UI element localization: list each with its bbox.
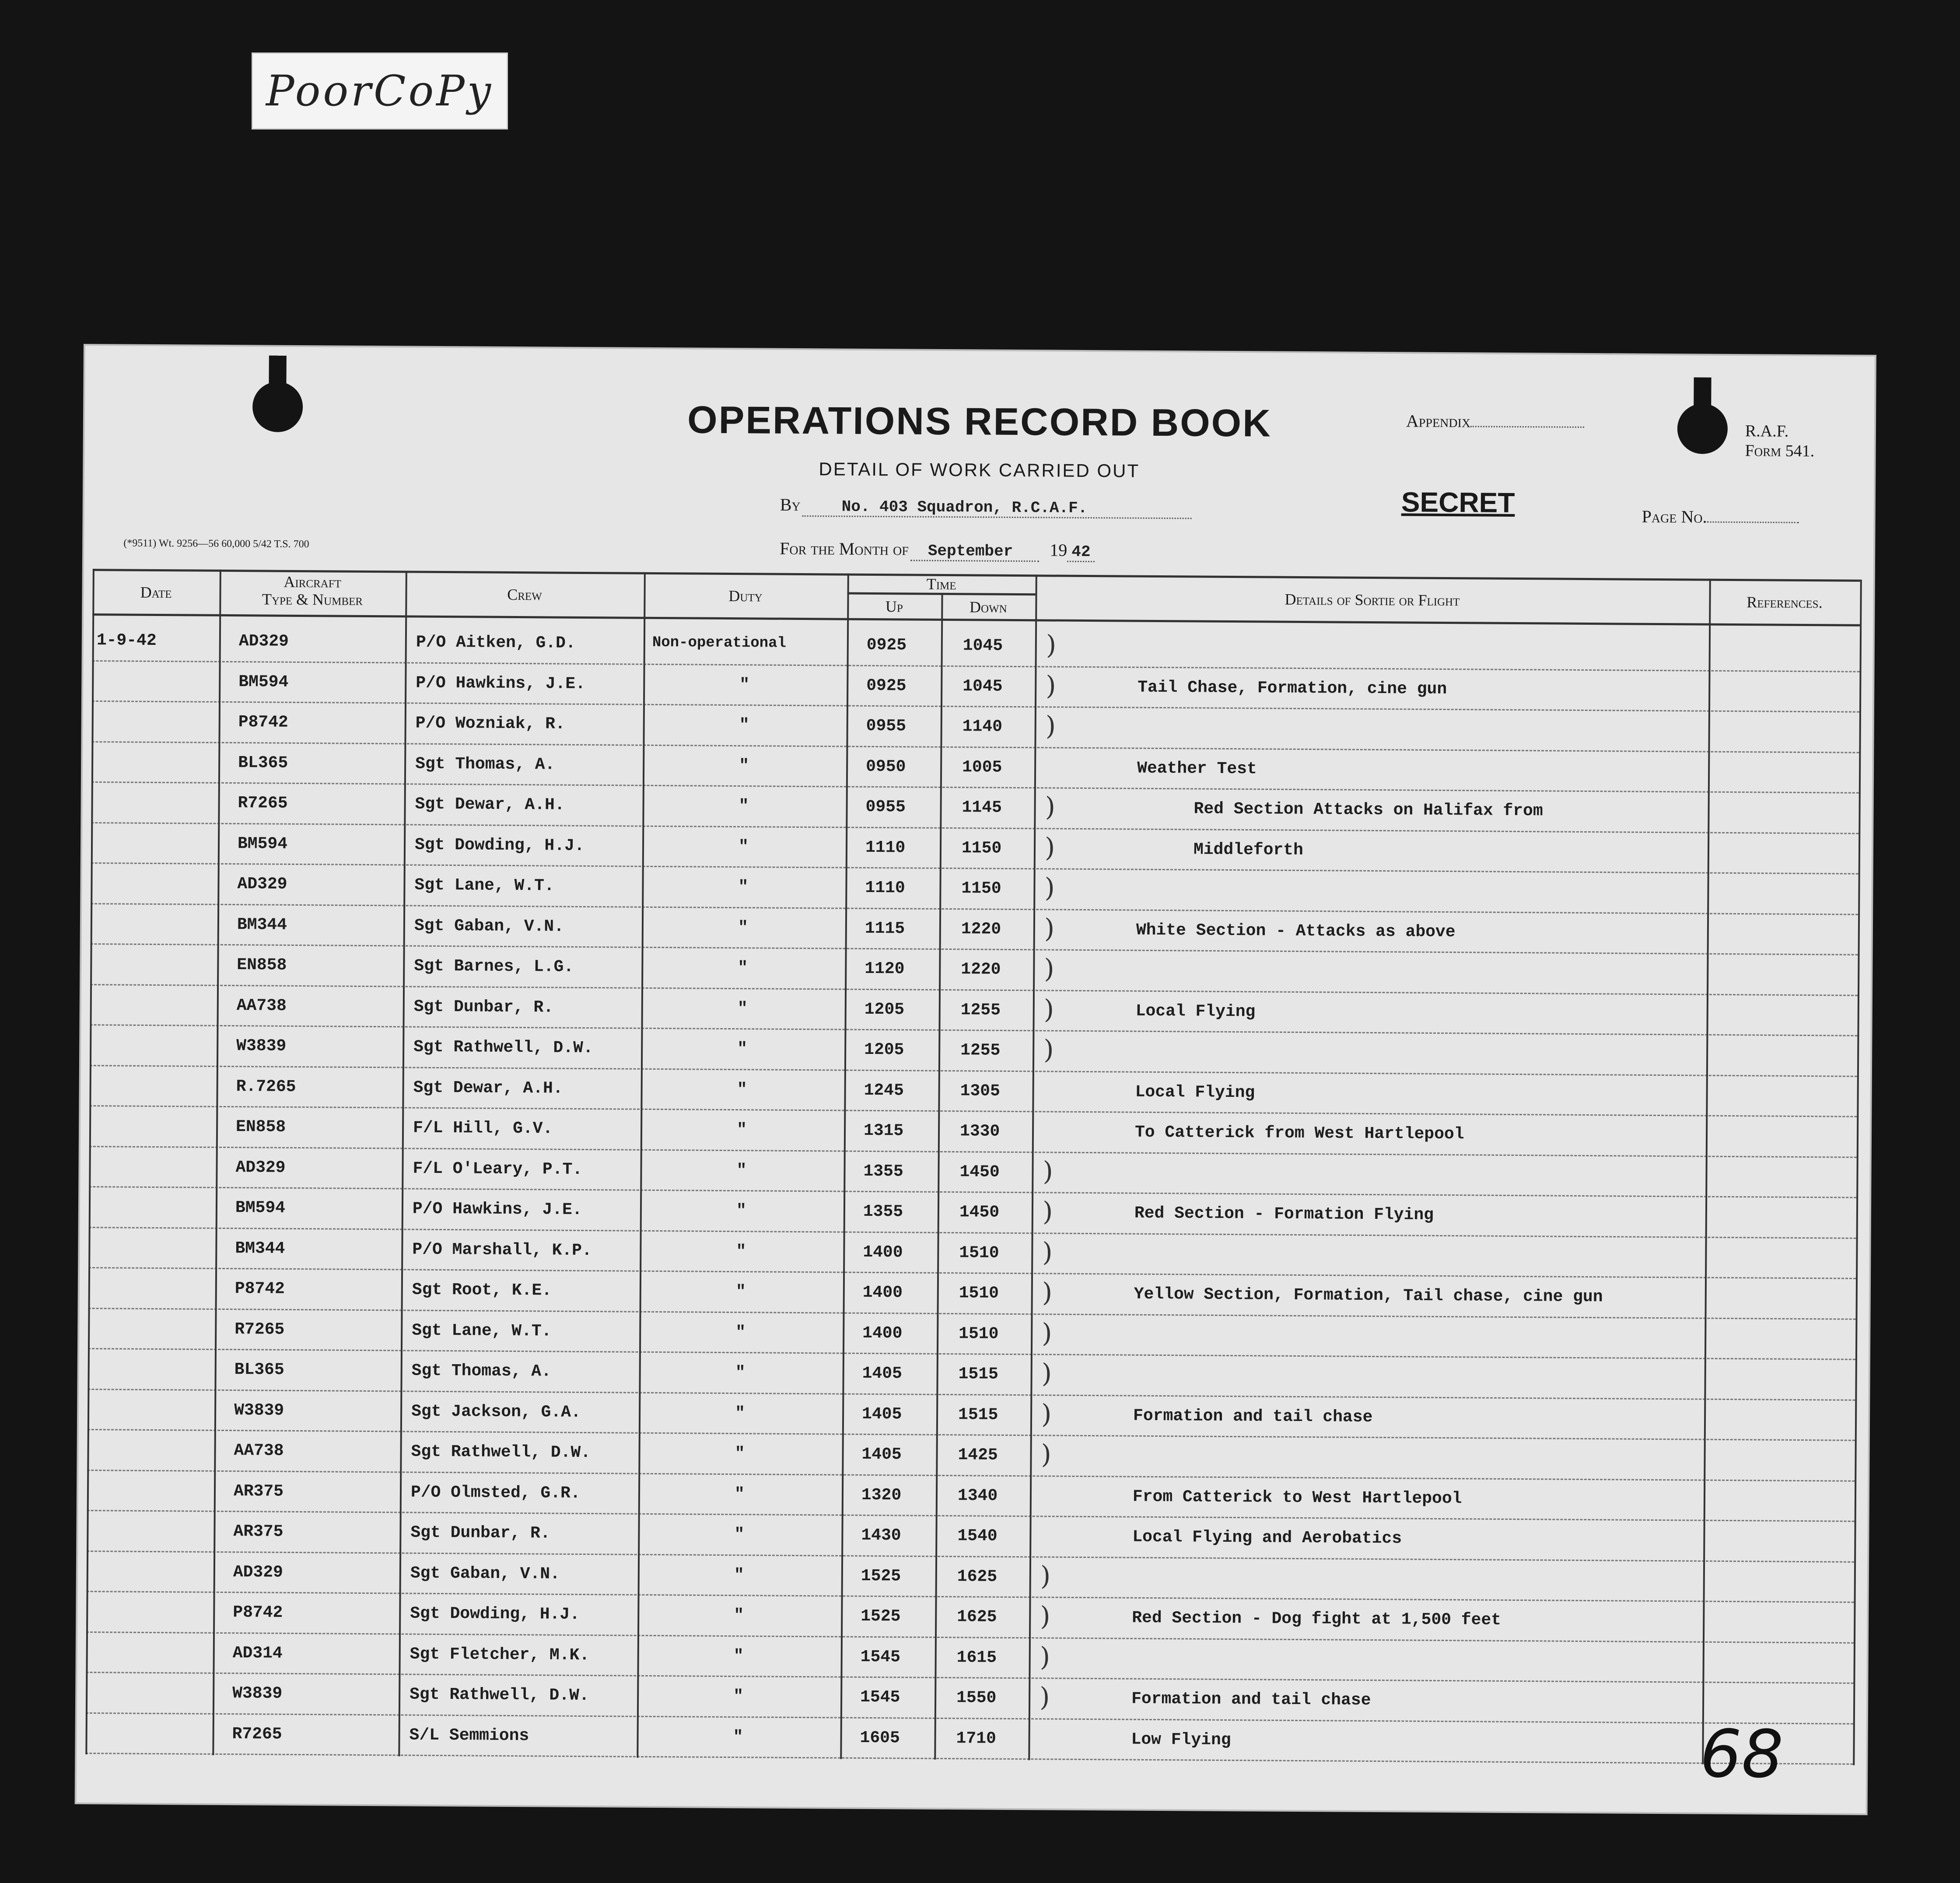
cell-down: 1450 [959, 1162, 1000, 1182]
cell-duty: " [736, 1242, 746, 1261]
cell-aircraft: W3839 [234, 1400, 284, 1420]
raf-label: R.A.F. [1745, 422, 1789, 441]
col-header-down: Down [969, 598, 1007, 616]
cell-crew: Sgt Gaban, V.N. [410, 1564, 560, 1584]
by-field [780, 494, 1192, 519]
bracket-mark: ) [1043, 1034, 1054, 1065]
cell-down: 1150 [961, 879, 1001, 898]
cell-down: 1045 [962, 636, 1003, 655]
cell-up: 0925 [866, 635, 907, 655]
cell-up: 1315 [863, 1121, 904, 1141]
cell-up: 0950 [866, 757, 906, 776]
cell-up: 1405 [861, 1445, 902, 1464]
cell-aircraft: BM344 [237, 915, 287, 934]
cell-crew: Sgt Root, K.E. [412, 1280, 552, 1300]
form-number: Form 541. [1745, 441, 1815, 461]
handwritten-page-number: 68 [1699, 1716, 1784, 1793]
col-header-time: Time [926, 575, 956, 593]
cell-up: 1115 [864, 919, 905, 938]
printer-code: (*9511) Wt. 9256—56 60,000 5/42 T.S. 700 [123, 537, 309, 550]
bracket-mark: ) [1044, 872, 1055, 903]
cell-aircraft: W3839 [232, 1684, 283, 1703]
cell-aircraft: BM594 [238, 672, 289, 692]
cell-aircraft: AD329 [235, 1158, 286, 1177]
cell-up: 1545 [860, 1647, 901, 1666]
cell-details: To Catterick from West Hartlepool [1134, 1123, 1464, 1144]
cell-date: 1-9-42 [96, 631, 157, 651]
cell-down: 1515 [958, 1405, 998, 1424]
cell-crew: P/O Hawkins, J.E. [416, 673, 586, 693]
cell-duty: " [735, 1404, 746, 1423]
bracket-mark: ) [1039, 1682, 1050, 1713]
month-value: September [910, 542, 1040, 562]
cell-crew: Sgt Dunbar, R. [413, 997, 554, 1017]
cell-up: 1525 [861, 1606, 901, 1626]
year-prefix: 19 [1050, 540, 1068, 560]
cell-crew: Sgt Gaban, V.N. [414, 916, 564, 936]
cell-crew: P/O Marshall, K.P. [412, 1240, 592, 1260]
cell-up: 1205 [864, 1000, 905, 1019]
cell-up: 1545 [860, 1687, 900, 1707]
bracket-mark: ) [1041, 1358, 1052, 1389]
cell-crew: Sgt Dewar, A.H. [415, 794, 565, 815]
cell-duty: " [735, 1444, 745, 1463]
cell-details: Yellow Section, Formation, Tail chase, cine gun [1134, 1284, 1603, 1307]
cell-down: 1710 [956, 1729, 996, 1748]
cell-duty: Non-operational [652, 634, 787, 652]
cell-crew: P/O Hawkins, J.E. [412, 1199, 582, 1219]
month-field [780, 538, 1095, 562]
cell-duty: " [734, 1606, 744, 1625]
cell-down: 1140 [962, 717, 1003, 736]
cell-crew: Sgt Rathwell, D.W. [410, 1685, 589, 1705]
cell-down: 1515 [958, 1365, 999, 1384]
cell-crew: Sgt Lane, W.T. [412, 1321, 552, 1341]
cell-aircraft: P8742 [233, 1603, 283, 1622]
cell-aircraft: BM594 [235, 1198, 286, 1218]
form-sheet [77, 346, 1875, 1813]
cell-up: 1110 [865, 878, 905, 898]
cell-details: Middleforth [1193, 840, 1303, 860]
cell-up: 0925 [866, 676, 906, 695]
bracket-mark: ) [1042, 1196, 1053, 1227]
by-value: No. 403 Squadron, R.C.A.F. [802, 497, 1192, 519]
cell-duty: " [738, 959, 748, 978]
cell-down: 1150 [961, 838, 1002, 858]
cell-aircraft: W3839 [236, 1036, 287, 1056]
page-no-line [1707, 522, 1799, 523]
form-subtitle: DETAIL OF WORK CARRIED OUT [819, 458, 1140, 481]
page-no-field [1642, 506, 1799, 528]
cell-down: 1330 [959, 1122, 1000, 1141]
cell-down: 1450 [959, 1203, 1000, 1222]
cell-details: Red Section - Formation Flying [1134, 1204, 1434, 1225]
punch-hole-left-slot [269, 356, 286, 386]
cell-crew: Sgt Dewar, A.H. [413, 1078, 563, 1098]
cell-down: 1510 [959, 1243, 999, 1263]
cell-crew: Sgt Fletcher, M.K. [410, 1645, 590, 1665]
cell-details: White Section - Attacks as above [1136, 920, 1456, 942]
cell-up: 1400 [863, 1242, 903, 1262]
cell-duty: " [735, 1363, 746, 1382]
cell-aircraft: BL365 [238, 753, 288, 773]
cell-duty: " [735, 1282, 746, 1302]
bracket-mark: ) [1044, 913, 1055, 944]
cell-crew: Sgt Dowding, H.J. [414, 835, 584, 855]
cell-duty: " [739, 716, 749, 735]
cell-up: 1405 [861, 1404, 902, 1424]
cell-up: 1400 [862, 1323, 903, 1343]
cell-details: Local Flying [1135, 1082, 1255, 1102]
cell-aircraft: AA738 [234, 1441, 284, 1460]
cell-duty: " [733, 1687, 744, 1706]
cell-duty: " [738, 837, 749, 856]
col-header-aircraft-2: Type & Number [262, 590, 363, 609]
bracket-mark: ) [1045, 791, 1056, 822]
cell-details: Formation and tail chase [1133, 1406, 1373, 1427]
cell-crew: F/L Hill, G.V. [413, 1118, 553, 1138]
cell-down: 1540 [957, 1526, 998, 1546]
cell-down: 1625 [957, 1567, 998, 1586]
cell-crew: Sgt Lane, W.T. [414, 875, 554, 896]
cell-aircraft: R7265 [234, 1320, 285, 1339]
cell-up: 1430 [861, 1526, 901, 1545]
cell-up: 1525 [861, 1566, 901, 1586]
bracket-mark: ) [1041, 1439, 1052, 1470]
cell-up: 1205 [864, 1040, 904, 1060]
cell-aircraft: AR375 [233, 1522, 284, 1541]
cell-aircraft: P8742 [234, 1279, 285, 1298]
cell-duty: " [737, 1080, 747, 1099]
cell-crew: S/L Semmions [409, 1726, 529, 1745]
bracket-mark: ) [1042, 1236, 1053, 1268]
col-header-aircraft-1: Aircraft [284, 573, 342, 591]
cell-aircraft: AR375 [233, 1481, 284, 1501]
cell-crew: Sgt Rathwell, D.W. [413, 1037, 593, 1058]
col-header-references: References. [1746, 593, 1823, 612]
cell-aircraft: EN858 [235, 1117, 286, 1137]
cell-details: Red Section Attacks on Halifax from [1194, 799, 1543, 821]
cell-details: Weather Test [1137, 759, 1257, 778]
cell-crew: Sgt Rathwell, D.W. [411, 1442, 591, 1463]
cell-up: 1355 [863, 1162, 903, 1181]
bracket-mark: ) [1040, 1641, 1050, 1673]
cell-up: 1605 [860, 1728, 900, 1747]
month-label: For the Month of [780, 538, 909, 559]
cell-up: 1405 [862, 1364, 903, 1383]
cell-up: 1320 [861, 1485, 902, 1505]
bracket-mark: ) [1045, 710, 1056, 742]
cell-crew: Sgt Barnes, L.G. [414, 956, 574, 976]
bracket-mark: ) [1044, 832, 1055, 863]
cell-down: 1255 [960, 1041, 1001, 1060]
cell-duty: " [734, 1525, 745, 1544]
cell-aircraft: R7265 [232, 1724, 282, 1744]
cell-crew: Sgt Dowding, H.J. [410, 1604, 580, 1624]
cell-down: 1510 [959, 1324, 999, 1344]
cell-up: 1355 [863, 1202, 903, 1222]
cell-up: 0955 [865, 797, 906, 817]
cell-aircraft: BM594 [237, 834, 288, 854]
cell-aircraft: EN858 [237, 956, 287, 975]
cell-aircraft: AA738 [236, 996, 287, 1015]
cell-aircraft: R7265 [238, 794, 288, 813]
cell-aircraft: R.7265 [236, 1077, 296, 1096]
cell-duty: " [736, 1120, 747, 1140]
cell-details: From Catterick to West Hartlepool [1132, 1487, 1462, 1508]
col-header-crew: Crew [507, 585, 542, 604]
cell-crew: P/O Aitken, G.D. [416, 633, 576, 653]
cell-details: Local Flying [1135, 1001, 1256, 1021]
cell-up: 1245 [864, 1081, 904, 1100]
cell-aircraft: AD329 [233, 1562, 284, 1582]
col-header-duty: Duty [728, 587, 763, 605]
cell-up: 0955 [866, 716, 906, 736]
cell-crew: Sgt Thomas, A. [411, 1361, 552, 1381]
cell-crew: P/O Wozniak, R. [415, 714, 565, 734]
col-header-details: Details of Sortie or Flight [1284, 590, 1460, 609]
appendix-line [1470, 426, 1584, 428]
bracket-mark: ) [1046, 630, 1057, 661]
cell-up: 1120 [864, 959, 905, 979]
cell-up: 1400 [862, 1283, 903, 1302]
cell-details: Local Flying and Aerobatics [1132, 1527, 1402, 1548]
cell-duty: " [735, 1323, 746, 1342]
cell-duty: " [738, 797, 749, 816]
cell-aircraft: P8742 [238, 713, 288, 732]
cell-aircraft: BL365 [234, 1360, 284, 1379]
page-no-label: Page No. [1642, 506, 1707, 527]
cell-duty: " [739, 675, 750, 694]
cell-down: 1220 [961, 919, 1001, 939]
bracket-mark: ) [1040, 1601, 1050, 1632]
bracket-mark: ) [1041, 1398, 1052, 1430]
cell-down: 1425 [958, 1446, 998, 1465]
by-label: By [780, 494, 801, 514]
bracket-mark: ) [1042, 1317, 1052, 1349]
cell-duty: " [734, 1484, 745, 1504]
cell-crew: Sgt Thomas, A. [415, 754, 555, 774]
bracket-mark: ) [1046, 670, 1056, 701]
year-value: 42 [1067, 543, 1095, 562]
cell-aircraft: AD314 [232, 1643, 283, 1663]
col-header-up: Up [885, 598, 903, 616]
poor-copy-label: PoorCoPy [252, 52, 508, 130]
cell-down: 1340 [957, 1486, 998, 1505]
cell-details: Formation and tail chase [1131, 1689, 1371, 1710]
cell-up: 1110 [865, 838, 906, 857]
cell-down: 1305 [960, 1081, 1000, 1101]
cell-crew: Sgt Dunbar, R. [410, 1523, 550, 1543]
cell-crew: Sgt Jackson, G.A. [411, 1402, 581, 1422]
bracket-mark: ) [1043, 994, 1054, 1025]
cell-duty: " [738, 918, 748, 937]
cell-duty: " [739, 756, 749, 775]
cell-duty: " [733, 1646, 744, 1666]
cell-duty: " [738, 878, 749, 897]
cell-details: Low Flying [1131, 1730, 1231, 1750]
bracket-mark: ) [1044, 953, 1054, 984]
cell-details: Red Section - Dog fight at 1,500 feet [1132, 1608, 1502, 1630]
bracket-mark: ) [1043, 1155, 1054, 1187]
cell-duty: " [736, 1161, 747, 1180]
form-title: OPERATIONS RECORD BOOK [687, 398, 1272, 445]
cell-duty: " [737, 999, 748, 1018]
cell-duty: " [737, 1040, 748, 1059]
cell-aircraft: AD329 [237, 875, 287, 894]
bracket-mark: ) [1042, 1277, 1053, 1308]
cell-details: Tail Chase, Formation, cine gun [1138, 678, 1447, 699]
cell-crew: P/O Olmsted, G.R. [410, 1483, 581, 1503]
bracket-mark: ) [1040, 1560, 1051, 1592]
appendix-label: Appendix [1406, 411, 1471, 431]
col-header-date: Date [140, 583, 172, 602]
cell-duty: " [734, 1565, 744, 1585]
cell-down: 1255 [960, 1000, 1001, 1020]
cell-crew: F/L O'Leary, P.T. [413, 1159, 583, 1179]
appendix-field [1406, 410, 1584, 432]
cell-aircraft: AD329 [238, 632, 289, 651]
cell-down: 1550 [956, 1688, 997, 1708]
cell-down: 1625 [957, 1607, 997, 1627]
cell-down: 1510 [959, 1284, 999, 1303]
cell-down: 1220 [961, 960, 1001, 979]
cell-aircraft: BM344 [235, 1239, 285, 1258]
cell-down: 1615 [956, 1648, 997, 1667]
cell-down: 1145 [962, 798, 1002, 817]
cell-down: 1045 [962, 676, 1003, 696]
cell-duty: " [733, 1727, 743, 1746]
cell-duty: " [736, 1201, 746, 1221]
secret-stamp: SECRET [1401, 486, 1515, 518]
cell-down: 1005 [962, 757, 1002, 777]
